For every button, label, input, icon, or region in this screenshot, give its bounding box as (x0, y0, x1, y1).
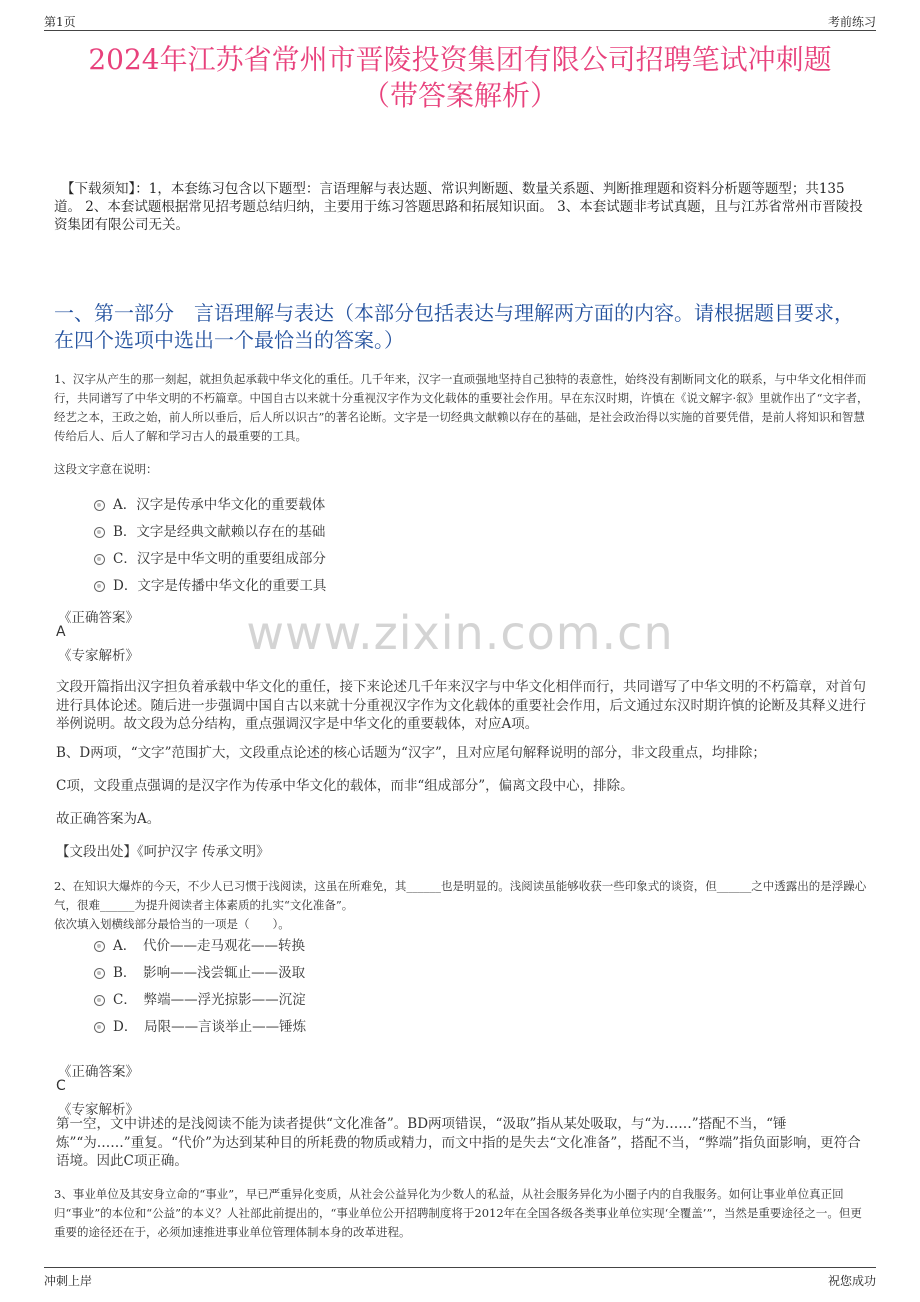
radio-icon[interactable] (94, 527, 105, 538)
radio-icon[interactable] (94, 968, 105, 979)
page-footer (44, 1267, 876, 1288)
question-2-stem: 2、在知识大爆炸的今天，不少人已习惯于浅阅读，这虽在所难免，其______也是明显的。浅阅读虽能够收获一些印象式的谈资，但______之中透露出的是浮躁心气，很难______为提升阅读者主体素质的扎实“文化准备”。 (54, 879, 867, 912)
page-header (44, 10, 876, 31)
question-1-stem: 1、汉字从产生的那一刻起，就担负起承载中华文化的重任。几千年来，汉字一直顽强地坚持自己独特的表意性，始终没有割断同文化的联系，与中华文化相伴而行，共同谱写了中华文明的不朽篇章。中国自古以来就十分重视汉字作为文化载体的重要社会作用。早在东汉时期，许慎在《说文解字·叙》里就作出了“文字者，经艺之本，王政之始，前人所以垂后，后人所以识古”的著名论断。文字是一切经典文献赖以存在的基础，是社会政治得以实施的首要凭借，是前人将知识和智慧传给后人、后人了解和学习古人的最重要的工具。 (54, 372, 869, 443)
radio-icon[interactable] (94, 500, 105, 511)
page-number: 第1页 (44, 15, 76, 29)
q2-analysis-label: 《专家解析》 (58, 1102, 139, 1118)
q2-option-a[interactable]: A． 代价——走马观花——转换 (94, 937, 305, 955)
q1-analysis-para-3: C项，文段重点强调的是汉字作为传承中华文化的载体，而非“组成部分”，偏离文段中心，排除。 (56, 778, 634, 794)
q1-analysis-para-2: B、D两项，“文字”范围扩大，文段重点论述的核心话题为“汉字”，且对应尾句解释说明的部分，非文段重点，均排除； (56, 745, 766, 761)
q1-answer-label: 《正确答案》 (58, 610, 139, 626)
header-tag: 考前练习 (827, 15, 876, 29)
radio-icon[interactable] (94, 554, 105, 565)
radio-icon[interactable] (94, 941, 105, 952)
q2-analysis: 第一空，文中讲述的是浅阅读不能为读者提供“文化准备”。BD两项错误，“汲取”指从某处吸取，与“为……”搭配不当，“锤炼”“为……”重复。“代价”为达到某种目的所耗费的物质或精力，而文中指的是失去“文化准备”，搭配不当，“弊端”指负面影响，更符合语境。因此C项正确。 (56, 1116, 861, 1169)
q1-option-a[interactable]: A．汉字是传承中华文化的重要载体 (94, 496, 325, 514)
footer-right: 祝您成功 (827, 1274, 876, 1288)
radio-icon[interactable] (94, 581, 105, 592)
watermark: www.zixin.com.cn (246, 606, 674, 660)
radio-icon[interactable] (94, 995, 105, 1006)
section-heading: 一、第一部分 言语理解与表达（本部分包括表达与理解两方面的内容。请根据题目要求，在四个选项中选出一个最恰当的答案。） (54, 301, 854, 352)
q2-answer-label: 《正确答案》 (58, 1064, 139, 1080)
q1-option-d[interactable]: D．文字是传播中华文化的重要工具 (94, 577, 326, 595)
q1-source: 【文段出处】《呵护汉字 传承文明》 (56, 844, 270, 860)
q1-answer: A (56, 624, 66, 640)
q1-analysis-para-1: 文段开篇指出汉字担负着承载中华文化的重任，接下来论述几千年来汉字与中华文化相伴而行，共同谱写了中华文明的不朽篇章，对首句进行具体论述。随后进一步强调中国自古以来就十分重视汉字作为文化载体的重要社会作用，后文通过东汉时期许慎的论断及其释义进行举例说明。故文段为总分结构，重点强调汉字是中华文化的重要载体，对应A项。 (56, 679, 866, 732)
radio-icon[interactable] (94, 1022, 105, 1033)
question-3-stem: 3、事业单位及其安身立命的“事业”，早已严重异化变质，从社会公益异化为少数人的私益，从社会服务异化为小圈子内的自我服务。如何让事业单位真正回归“事业”的本位和“公益”的本义？人社部此前提出的，“事业单位公开招聘制度将于2012年在全国各级各类事业单位实现‘全覆盖’”，当然是重要途径之一。但更重要的途径还在于，必须加速推进事业单位管理体制本身的改革进程。 (54, 1187, 862, 1239)
question-2-prompt: 依次填入划横线部分最恰当的一项是（ ）。 (54, 917, 290, 931)
q2-option-b[interactable]: B． 影响——浅尝辄止——汲取 (94, 964, 305, 982)
q1-analysis-para-4: 故正确答案为A。 (56, 811, 161, 827)
q1-analysis-label: 《专家解析》 (58, 648, 139, 664)
title-line-2: （带答案解析） (361, 79, 558, 112)
footer-left: 冲刺上岸 (44, 1274, 93, 1288)
title-line-1: 2024年江苏省常州市晋陵投资集团有限公司招聘笔试冲刺题 (88, 43, 832, 76)
document-title (40, 42, 880, 114)
q2-option-d[interactable]: D． 局限——言谈举止——锤炼 (94, 1018, 306, 1036)
q2-option-c[interactable]: C． 弊端——浮光掠影——沉淀 (94, 991, 306, 1009)
download-notice: 【下载须知】：1，本套练习包含以下题型：言语理解与表达题、常识判断题、数量关系题、判断推理题和资料分析题等题型；共135道。 2、本套试题根据常见招考题总结归纳，主要用于练习答题思路和拓展知识面。 3、本套试题非考试真题，且与江苏省常州市晋陵投资集团有限公司无关。 (54, 181, 863, 233)
q1-option-b[interactable]: B．文字是经典文献赖以存在的基础 (94, 523, 325, 541)
q2-answer: C (56, 1078, 66, 1094)
question-1-prompt: 这段文字意在说明： (54, 462, 158, 476)
q1-option-c[interactable]: C．汉字是中华文明的重要组成部分 (94, 550, 326, 568)
